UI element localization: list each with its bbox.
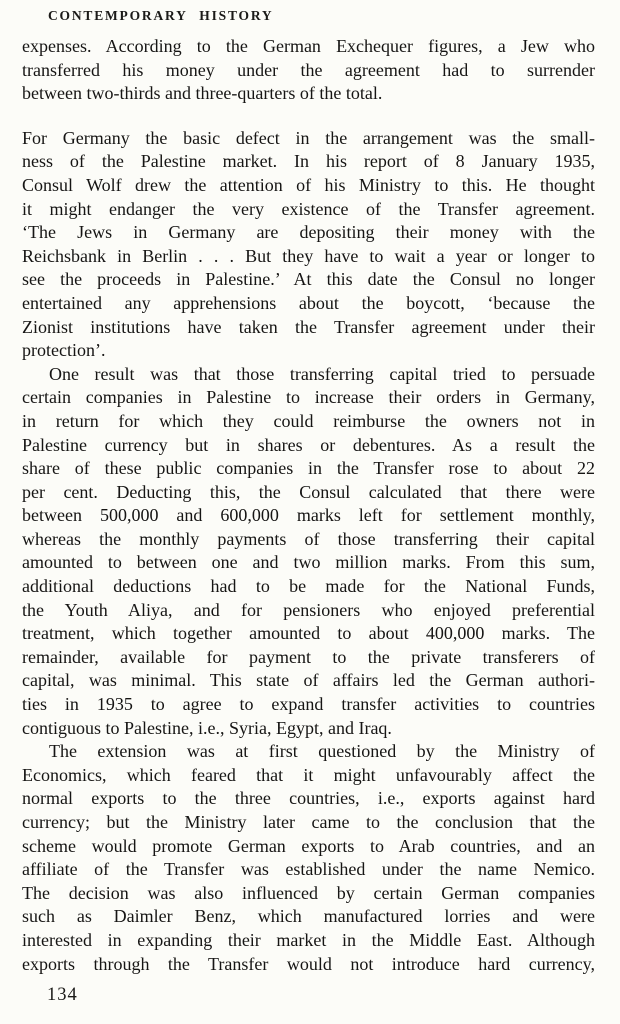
text-line: ‘The Jews in Germany are depositing their money with the bbox=[22, 222, 595, 243]
paragraph-expenses bbox=[22, 35, 595, 106]
text-line: Palestine currency but in shares or debentures. As a result the bbox=[22, 434, 595, 455]
paragraph-for-germany bbox=[22, 127, 595, 363]
text-line: currency; but the Ministry later came to the conclusion that the bbox=[22, 812, 595, 832]
paragraph-one-result bbox=[22, 363, 595, 741]
text-line: certain companies in Palestine to increase their orders in Germany, bbox=[22, 387, 595, 408]
text-line: treatment, which together amounted to about 400,000 marks. The bbox=[22, 623, 595, 644]
text-line: Reichsbank in Berlin . . . But they have to wait a year or longer to bbox=[22, 245, 595, 266]
text-line: One result was that those transferring capital tried to persuade bbox=[49, 363, 595, 384]
page-number: 134 bbox=[47, 985, 78, 1005]
text-line: normal exports to the three countries, i.e., exports against hard bbox=[22, 788, 595, 809]
text-line: The decision was also influenced by certain German companies bbox=[22, 882, 595, 903]
body-text bbox=[22, 35, 595, 976]
paragraph-the-extension bbox=[22, 740, 595, 976]
text-line: capital, was minimal. This state of affairs led the German authori- bbox=[22, 670, 595, 691]
text-line: Consul Wolf drew the attention of his Ministry to this. He thought bbox=[22, 174, 595, 195]
text-line: between 500,000 and 600,000 marks left for settlement monthly, bbox=[22, 505, 595, 526]
text-line: For Germany the basic defect in the arrangement was the small- bbox=[22, 127, 595, 148]
text-line: remainder, available for payment to the private transferers of bbox=[22, 646, 595, 667]
text-line: transferred his money under the agreement had to surrender bbox=[22, 59, 595, 80]
text-line: Economics, which feared that it might unfavourably affect the bbox=[22, 764, 595, 785]
text-line: per cent. Deducting this, the Consul calculated that there were bbox=[22, 481, 595, 502]
text-line: share of these public companies in the Transfer rose to about 22 bbox=[22, 458, 595, 479]
text-line: protection’. bbox=[22, 340, 106, 361]
text-line: exports through the Transfer would not introduce hard currency, bbox=[22, 953, 595, 974]
text-line: additional deductions had to be made for the National Funds, bbox=[22, 576, 595, 597]
text-line: expenses. According to the German Exchequer figures, a Jew who bbox=[22, 36, 595, 56]
text-line: entertained any apprehensions about the boycott, ‘because the bbox=[22, 292, 595, 313]
text-line: in return for which they could reimburse the owners not in bbox=[22, 410, 595, 431]
text-line: The extension was at first questioned by the Ministry of bbox=[49, 741, 595, 762]
text-line: the Youth Aliya, and for pensioners who enjoyed preferential bbox=[22, 599, 595, 620]
text-line: such as Daimler Benz, which manufactured lorries and were bbox=[22, 906, 595, 927]
text-line: see the proceeds in Palestine.’ At this date the Consul no longer bbox=[22, 269, 595, 290]
text-line: Zionist institutions have taken the Transfer agreement under their bbox=[22, 316, 595, 337]
running-header: CONTEMPORARY HISTORY bbox=[48, 8, 274, 23]
text-line: whereas the monthly payments of those transferring their capital bbox=[22, 528, 595, 549]
text-line: ties in 1935 to agree to expand transfer activities to countries bbox=[22, 694, 595, 715]
text-line: it might endanger the very existence of the Transfer agreement. bbox=[22, 198, 595, 219]
text-line: amounted to between one and two million marks. From this sum, bbox=[22, 552, 595, 573]
text-line: scheme would promote German exports to Arab countries, and an bbox=[22, 835, 595, 856]
text-line: contiguous to Palestine, i.e., Syria, Egypt, and Iraq. bbox=[22, 717, 392, 738]
text-line: affiliate of the Transfer was established under the name Nemico. bbox=[22, 859, 595, 880]
text-line: ness of the Palestine market. In his report of 8 January 1935, bbox=[22, 151, 595, 172]
text-line: between two-thirds and three-quarters of the total. bbox=[22, 83, 383, 104]
text-line: interested in expanding their market in the Middle East. Although bbox=[22, 929, 595, 950]
